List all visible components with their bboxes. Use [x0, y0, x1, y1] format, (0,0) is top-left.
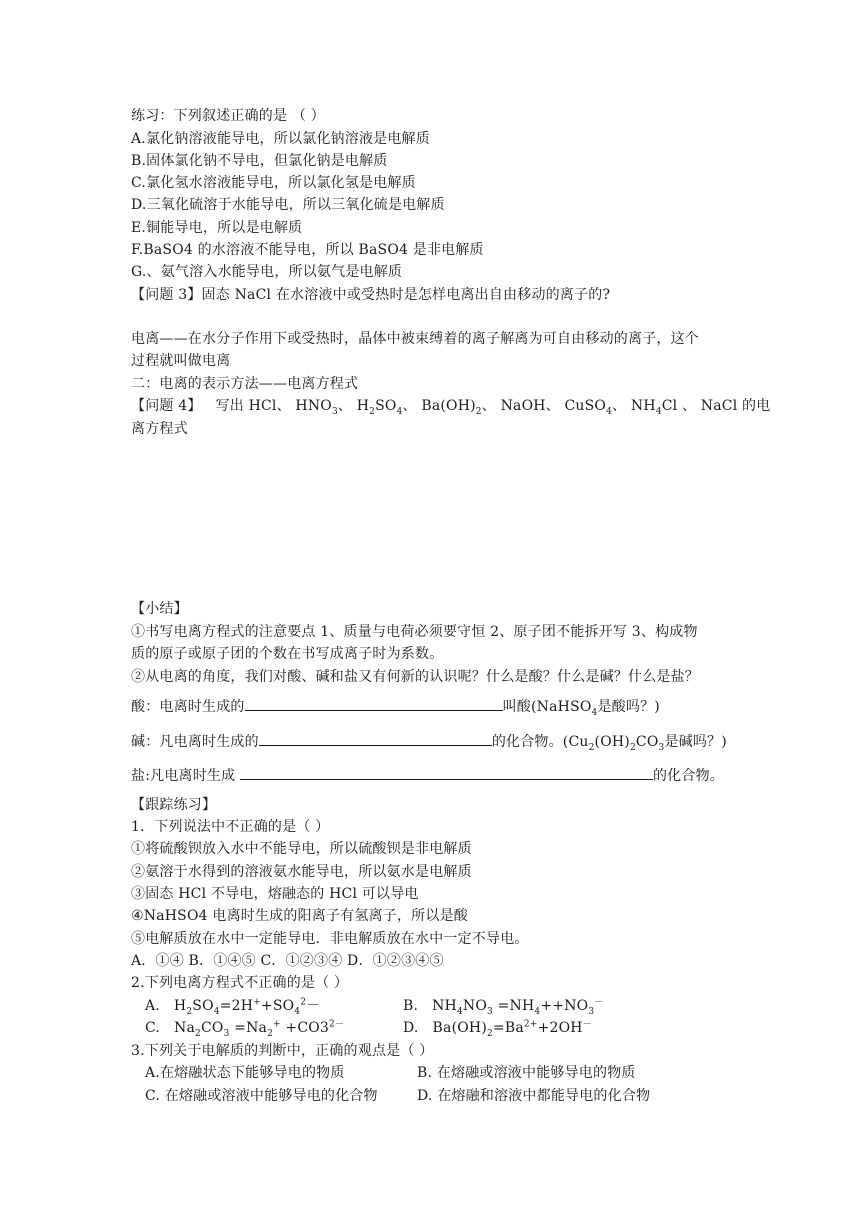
acid-definition: 酸：电离时生成的 叫酸(NaHSO$_4$是酸吗？) — [131, 699, 660, 718]
followup-q3-option-d: D. 在熔融和溶液中都能导电的化合物 — [417, 1088, 651, 1104]
question-4-label: 【问题 4】 — [131, 398, 202, 414]
summary-point-1a: ①书写电离方程式的注意要点 1、质量与电荷必须要守恒 2、原子团不能拆开写 3、构成物 — [131, 624, 698, 640]
practice-option-g: G.、氨气溶入水能导电，所以氨气是电解质 — [131, 264, 403, 280]
followup-q3: 3.下列关于电解质的判断中，正确的观点是（ ） — [131, 1043, 434, 1059]
question-4: 【问题 4】 写出 HCl、 $HNO_3$、 $H_2SO_4$、 $Ba(OH)_2$、 NaOH、 CuSO$_4$、 $NH_4Cl$ 、 NaCl 的电 — [131, 398, 771, 417]
summary-point-2: ②从电离的角度，我们对酸、碱和盐又有何新的认识呢？什么是酸？什么是碱？什么是盐？ — [131, 669, 699, 685]
base-blank[interactable] — [259, 732, 492, 746]
practice-option-c: C.氯化氢水溶液能导电，所以氯化氢是电解质 — [131, 175, 416, 191]
followup-q3-option-a: A.在熔融状态下能够导电的物质 — [145, 1065, 345, 1081]
section-2-title: 二：电离的表示方法——电离方程式 — [131, 376, 359, 392]
followup-q1-item-4: ④NaHSO4 电离时生成的阳离子有氢离子，所以是酸 — [131, 908, 468, 924]
followup-q2: 2.下列电离方程式不正确的是（ ） — [131, 975, 349, 991]
practice-option-a: A.氯化钠溶液能导电，所以氯化钠溶液是电解质 — [131, 131, 430, 147]
definition-line-2: 过程就叫做电离 — [131, 353, 231, 369]
practice-prompt: 练习：下列叙述正确的是 （ ） — [131, 108, 325, 124]
practice-option-b: B.固体氯化钠不导电，但氯化钠是电解质 — [131, 153, 388, 169]
summary-point-1b: 质的原子或原子团的个数在书写成离子时为系数。 — [131, 646, 444, 662]
followup-q2-option-a: A. $H_2SO_4=2H^++SO_4^2-$ — [145, 997, 321, 1017]
base-definition: 碱：凡电离时生成的 的化合物。($Cu_2(OH)_2CO_3$是碱吗？) — [131, 734, 727, 753]
summary-title: 【小结】 — [131, 601, 188, 617]
definition-line-1: 电离——在水分子作用下或受热时，晶体中被束缚着的离子解离为可自由移动的离子，这个 — [131, 331, 699, 347]
acid-blank[interactable] — [245, 697, 503, 711]
question-3: 【问题 3】固态 NaCl 在水溶液中或受热时是怎样电离出自由移动的离子的? — [131, 287, 611, 303]
salt-blank[interactable] — [240, 766, 653, 780]
followup-q1-options: A．①④ B．①④⑤ C．①②③④ D．①②③④⑤ — [131, 953, 444, 969]
followup-q1-item-3: ③固态 HCl 不导电，熔融态的 HCl 可以导电 — [131, 886, 419, 902]
practice-option-d: D.三氧化硫溶于水能导电，所以三氧化硫是电解质 — [131, 197, 445, 213]
followup-q1-item-1: ①将硫酸钡放入水中不能导电，所以硫酸钡是非电解质 — [131, 841, 472, 857]
followup-q2-option-d: D. $Ba(OH)_2=Ba^{2+}+2OH^-$ — [403, 1019, 592, 1039]
followup-title: 【跟踪练习】 — [131, 797, 217, 813]
followup-q1-item-5: ⑤电解质放在水中一定能导电．非电解质放在水中一定不导电。 — [131, 931, 529, 947]
practice-option-f: F.BaSO4 的水溶液不能导电，所以 BaSO4 是非电解质 — [131, 242, 484, 258]
followup-q1-item-2: ②氨溶于水得到的溶液氨水能导电，所以氨水是电解质 — [131, 864, 472, 880]
followup-q3-option-b: B. 在熔融或溶液中能够导电的物质 — [417, 1065, 636, 1081]
followup-q2-option-b: B. $NH_4NO_3 =NH_4++NO_3^-$ — [403, 997, 604, 1017]
salt-definition: 盐:凡电离时生成 的化合物。 — [131, 768, 724, 784]
followup-q1: 1．下列说法中不正确的是（ ） — [131, 819, 330, 835]
followup-q2-option-c: C. $Na_2CO_3 =Na_2^+ +CO3^{2-}$ — [145, 1019, 345, 1039]
practice-option-e: E.铜能导电，所以是电解质 — [131, 220, 303, 236]
followup-q3-option-c: C. 在熔融或溶液中能够导电的化合物 — [145, 1088, 378, 1104]
question-4-line-2: 离方程式 — [131, 421, 188, 437]
